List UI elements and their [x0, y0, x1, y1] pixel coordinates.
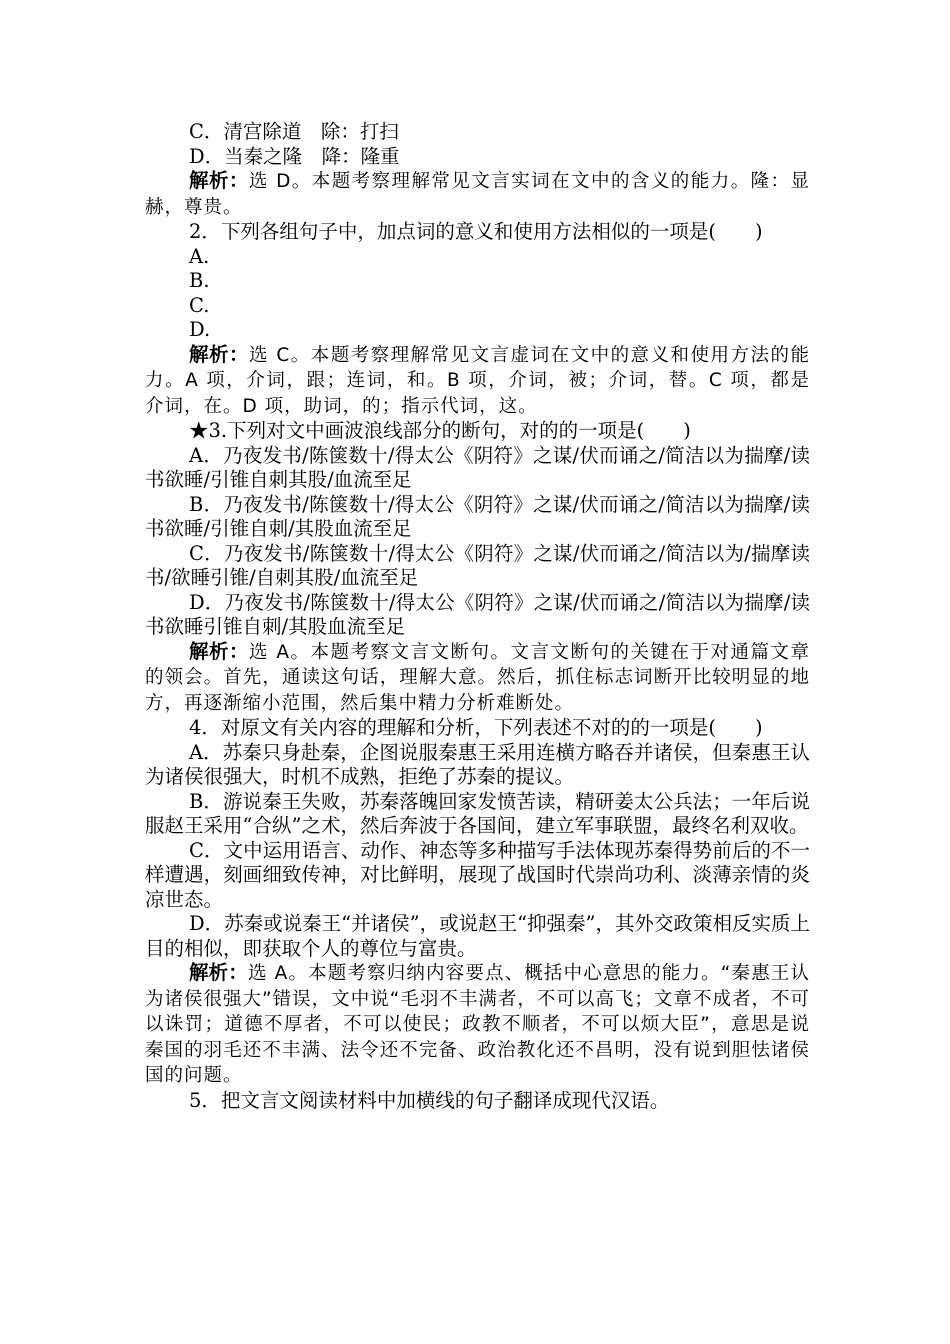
q1-option-c: C．清宫除道 除：打扫 [189, 120, 399, 143]
analysis-text: 选 D。本题考察理解常见文言实词在文中的含义的能力。隆：显赫，尊贵。 [145, 171, 810, 218]
q2-stem: 2．下列各组句子中，加点词的意义和使用方法相似的一项是( ) [189, 220, 763, 243]
q4-option-d: D．苏秦或说秦王“并诸侯”，或说赵王“抑强秦”，其外交政策相反实质上目的相似，即获取个人的尊位与富贵。 [145, 912, 811, 960]
q4-option-b: B．游说秦王失败，苏秦落魄回家发愤苦读，精研姜太公兵法；一年后说服赵王采用“合纵”之术，然后奔波于各国间，建立军事联盟，最终名利双收。 [145, 789, 810, 837]
analysis-label: 解析： [189, 169, 249, 192]
analysis-text: 选 C。本题考察理解常见文言虚词在文中的意义和使用方法的能力。A 项，介词，跟；连词，和。B 项，介词，被；介词，替。C 项，都是介词，在。D 项，助词，的；指示代词，这。 [145, 344, 810, 417]
q1-analysis [145, 169, 810, 220]
q2-option-b: B. [189, 269, 210, 292]
q1-option-d: D．当秦之隆 降：隆重 [189, 144, 400, 168]
q3-analysis [145, 640, 810, 717]
q3-option-a: A．乃夜发书/陈箧数十/得太公《阴符》之谋/伏而诵之/简洁以为揣摩/读书欲睡/引锥自刺其股/血流至足 [145, 443, 810, 491]
q2-option-a: A. [189, 244, 210, 268]
q5-stem: 5．把文言文阅读材料中加横线的句子翻译成现代汉语。 [189, 1088, 670, 1112]
q2-analysis [145, 343, 810, 420]
q4-option-a: A．苏秦只身赴秦，企图说服秦惠王采用连横方略吞并诸侯，但秦惠王认为诸侯很强大，时机不成熟，拒绝了苏秦的提议。 [145, 740, 810, 788]
analysis-text: 选 A。本题考察归纳内容要点、概括中心意思的能力。“秦惠王认为诸侯很强大”错误，文中说“毛羽不丰满者，不可以高飞；文章不成者，不可以诛罚；道德不厚者，不可以使民；政教不顺者，不可以烦大臣”，意思是说秦国的羽毛还不丰满、法令还不完备、政治教化还不昌明，没有说到胆怯诸侯国的问题。 [145, 963, 810, 1086]
document-body [145, 120, 810, 1113]
q2-option-c: C. [189, 293, 210, 317]
q4-option-c: C．文中运用语言、动作、神态等多种描写手法体现苏秦得势前后的不一样遭遇，刻画细致传神，对比鲜明，展现了战国时代崇尚功利、淡薄亲情的炎凉世态。 [145, 838, 810, 911]
q3-option-d: D．乃夜发书/陈箧数十/得太公《阴符》之谋/伏而诵之/简洁以为揣摩/读书欲睡引锥自刺/其股血流至足 [145, 590, 810, 638]
analysis-label: 解析： [189, 639, 249, 663]
analysis-text: 选 A。本题考察文言文断句。文言文断句的关键在于对通篇文章的领会。首先，通读这句话，理解大意。然后，抓住标志词断开比较明显的地方，再逐渐缩小范围，然后集中精力分析难断处。 [145, 641, 810, 714]
analysis-label: 解析： [189, 342, 249, 366]
q2-option-d: D. [189, 318, 211, 341]
q3-stem: ★3.下列对文中画波浪线部分的断句，对的的一项是( ) [189, 419, 691, 442]
analysis-label: 解析： [189, 961, 248, 984]
q3-option-c: C．乃夜发书/陈箧数十/得太公《阴符》之谋/伏而诵之/简洁以为/揣摩读书/欲睡引锥/自刺其股/血流至足 [145, 541, 810, 589]
q4-stem: 4．对原文有关内容的理解和分析，下列表述不对的的一项是( ) [189, 716, 763, 739]
q4-analysis [145, 961, 810, 1089]
q3-option-b: B．乃夜发书/陈箧数十/得太公《阴符》之谋/伏而诵之/简洁以为揣摩/读书欲睡/引锥自刺/其股血流至足 [145, 492, 810, 540]
